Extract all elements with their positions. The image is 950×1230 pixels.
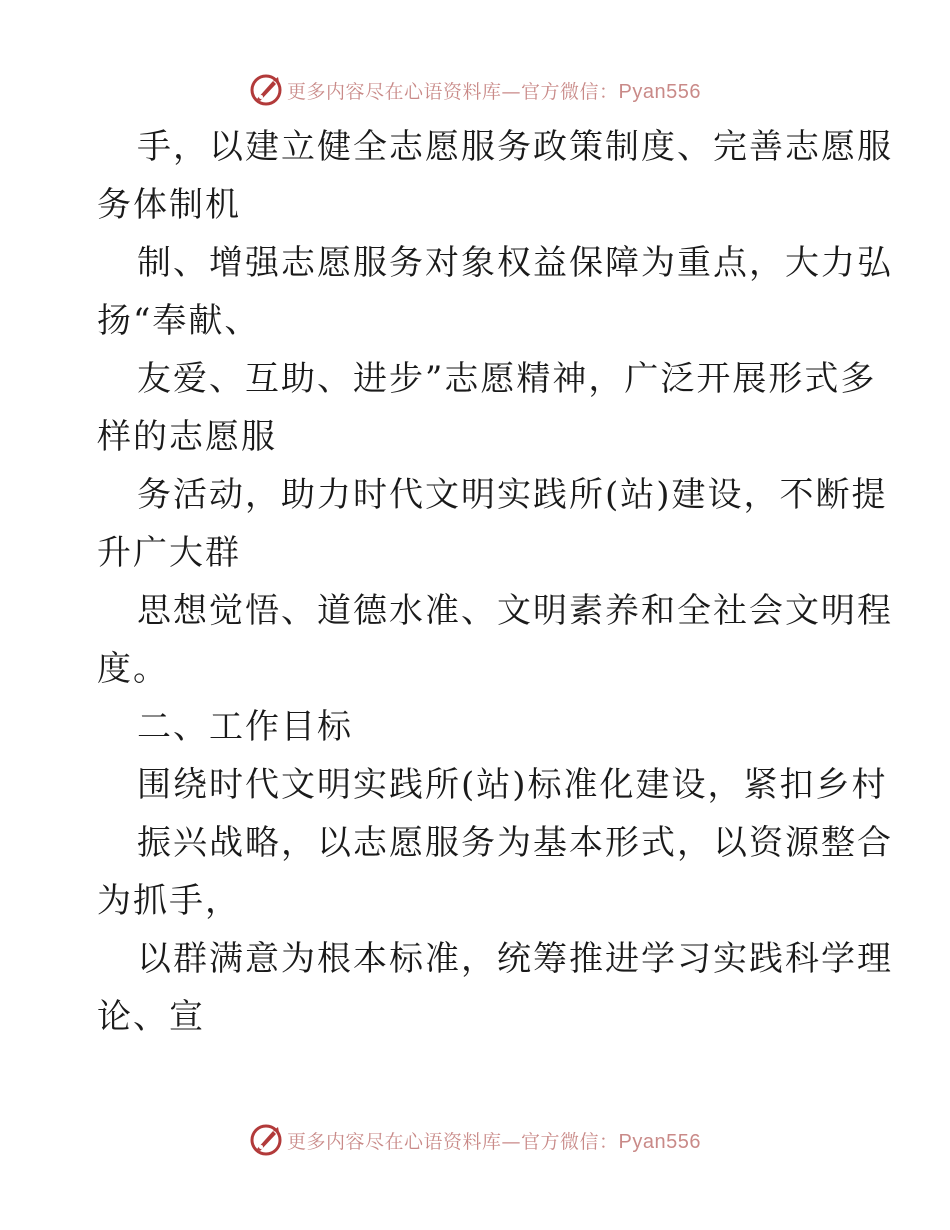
body-line: 制、增强志愿服务对象权益保障为重点，大力弘 <box>137 243 893 283</box>
body-line: 思想觉悟、道德水准、文明素养和全社会文明程 <box>137 591 893 631</box>
page-header-banner <box>0 70 950 110</box>
quill-pen-logo-icon <box>249 1123 283 1157</box>
body-line: 友爱、互助、进步”志愿精神，广泛开展形式多 <box>137 359 877 399</box>
header-banner-cn: 更多内容尽在心语资料库—官方微信： <box>287 80 619 103</box>
body-line: 度。 <box>97 649 169 689</box>
body-line: 论、宣 <box>97 997 205 1037</box>
header-banner-text <box>287 77 701 104</box>
body-line: 振兴战略，以志愿服务为基本形式，以资源整合 <box>137 823 893 863</box>
page-footer-banner <box>0 1120 950 1160</box>
footer-banner-cn: 更多内容尽在心语资料库—官方微信： <box>287 1130 619 1153</box>
header-banner-wechat-id: Pyan556 <box>618 80 701 103</box>
quill-pen-logo-icon <box>249 73 283 107</box>
body-line: 务体制机 <box>97 185 241 225</box>
document-body <box>97 118 893 1046</box>
body-line: 务活动，助力时代文明实践所(站)建设，不断提 <box>137 475 888 515</box>
section-heading: 二、工作目标 <box>137 707 353 747</box>
body-line: 围绕时代文明实践所(站)标准化建设，紧扣乡村 <box>137 765 888 805</box>
body-line: 扬“奉献、 <box>97 301 261 341</box>
body-line: 手，以建立健全志愿服务政策制度、完善志愿服 <box>137 127 893 167</box>
footer-banner-text <box>287 1127 701 1154</box>
body-line: 为抓手， <box>97 881 241 921</box>
body-line: 样的志愿服 <box>97 417 277 457</box>
body-line: 升广大群 <box>97 533 241 573</box>
body-line: 以群满意为根本标准，统筹推进学习实践科学理 <box>137 939 893 979</box>
footer-banner-wechat-id: Pyan556 <box>618 1130 701 1153</box>
